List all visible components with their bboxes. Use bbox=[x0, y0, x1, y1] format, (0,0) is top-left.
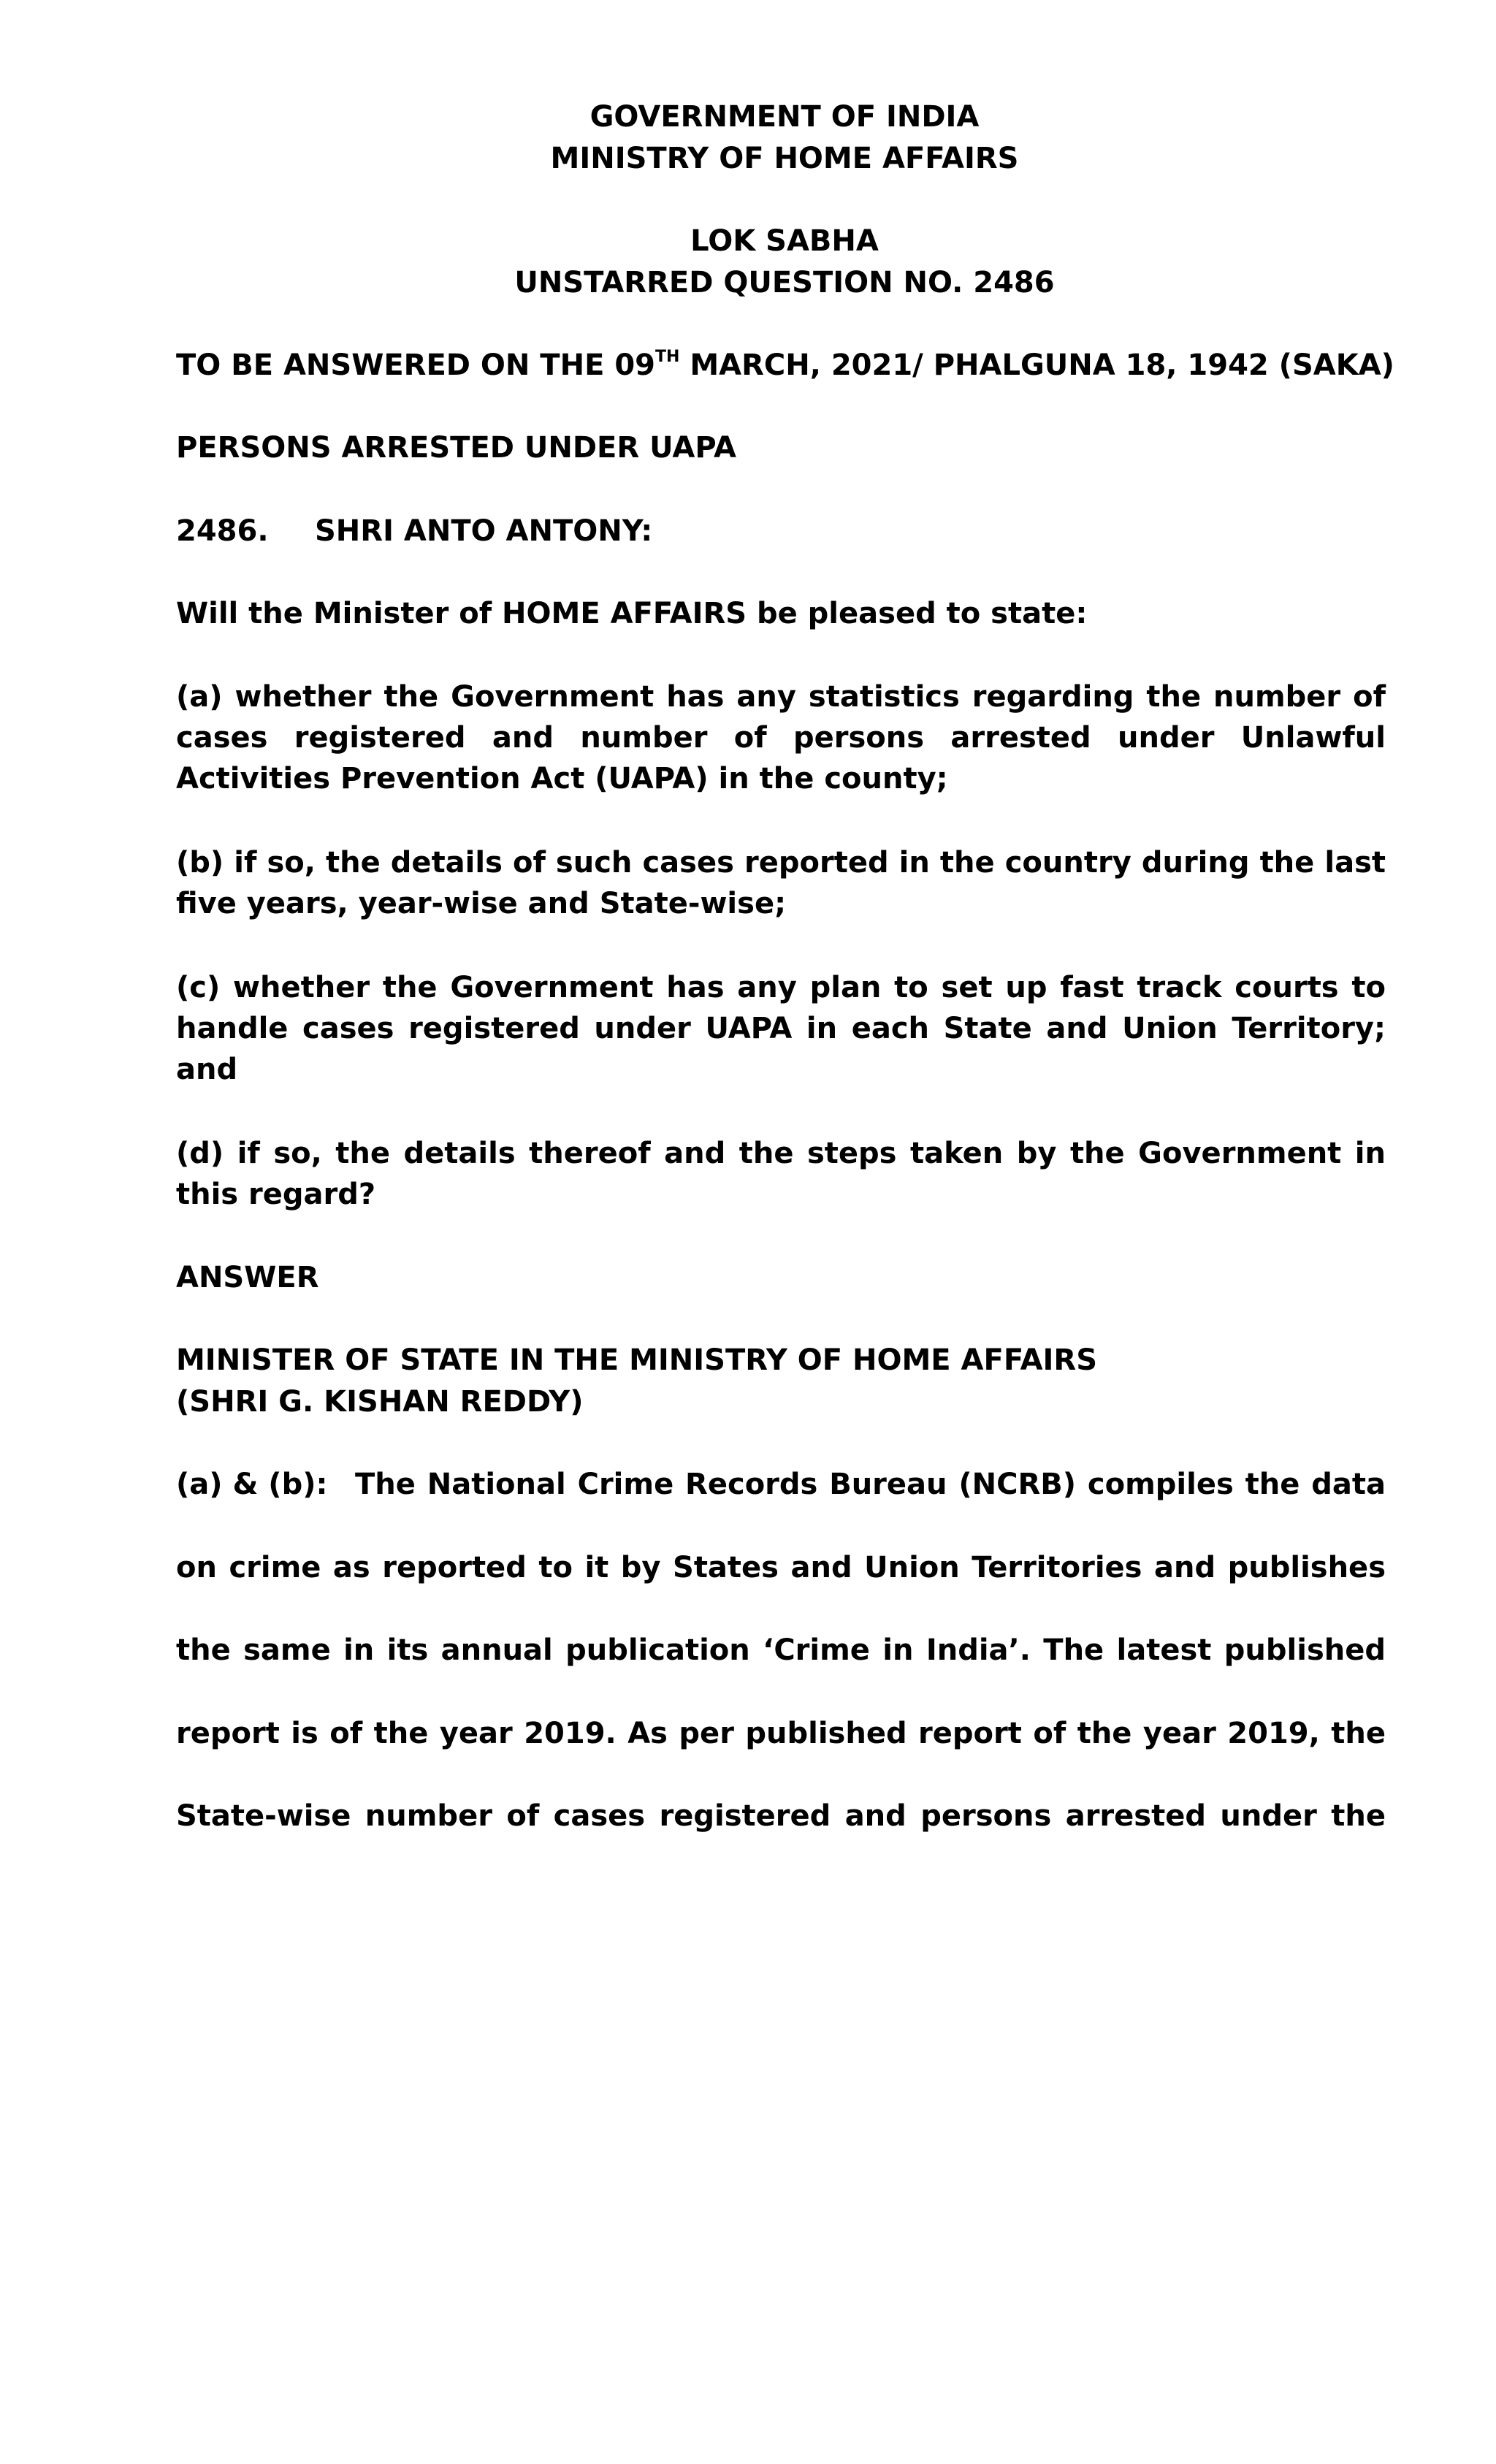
subject-line: PERSONS ARRESTED UNDER UAPA bbox=[176, 431, 736, 465]
reply-line-2: on crime as reported to it by States and Union Territories and publishes bbox=[176, 1551, 1386, 1584]
question-a: (a) whether the Government has any statistics regarding the number of cases registered and number of persons arrested under Unlawful Activities Prevention Act (UAPA) in the county; bbox=[176, 680, 1386, 796]
reply-line-1 bbox=[176, 1464, 1386, 1505]
reply-line-3: the same in its annual publication ‘Crime in India’. The latest published bbox=[176, 1633, 1386, 1667]
header-government: GOVERNMENT OF INDIA bbox=[589, 100, 980, 134]
answer-date-prefix: TO BE ANSWERED ON THE 09 bbox=[176, 348, 655, 382]
reply-line-4: report is of the year 2019. As per published report of the year 2019, the bbox=[176, 1717, 1386, 1750]
answer-date-superscript: TH bbox=[654, 348, 680, 366]
header-question-number: UNSTARRED QUESTION NO. 2486 bbox=[514, 266, 1055, 300]
minister-title: MINISTER OF STATE IN THE MINISTRY OF HOME AFFAIRS bbox=[176, 1343, 1098, 1377]
answer-date-suffix: MARCH, 2021/ PHALGUNA 18, 1942 (SAKA) bbox=[679, 348, 1394, 382]
answer-heading: ANSWER bbox=[176, 1261, 319, 1294]
reply-label: (a) & (b): bbox=[176, 1468, 328, 1501]
header-ministry: MINISTRY OF HOME AFFAIRS bbox=[550, 142, 1019, 175]
member-name: SHRI ANTO ANTONY: bbox=[315, 514, 653, 548]
answer-date bbox=[176, 345, 1394, 386]
reply-line-5: State-wise number of cases registered and persons arrested under the bbox=[176, 1799, 1386, 1833]
question-intro: Will the Minister of HOME AFFAIRS be pleased to state: bbox=[176, 597, 1088, 630]
question-d: (d) if so, the details thereof and the steps taken by the Government in this regard? bbox=[176, 1137, 1386, 1211]
question-header bbox=[176, 511, 1386, 552]
question-b: (b) if so, the details of such cases reported in the country during the last five years, year-wise and State-wise; bbox=[176, 846, 1386, 920]
question-c: (c) whether the Government has any plan to set up fast track courts to handle cases registered under UAPA in each State and Union Territory; and bbox=[176, 971, 1386, 1086]
minister-name: (SHRI G. KISHAN REDDY) bbox=[176, 1385, 584, 1419]
question-number: 2486. bbox=[176, 514, 269, 548]
header-house: LOK SABHA bbox=[690, 224, 879, 258]
reply-line-1-text: The National Crime Records Bureau (NCRB) compiles the data bbox=[355, 1468, 1386, 1501]
